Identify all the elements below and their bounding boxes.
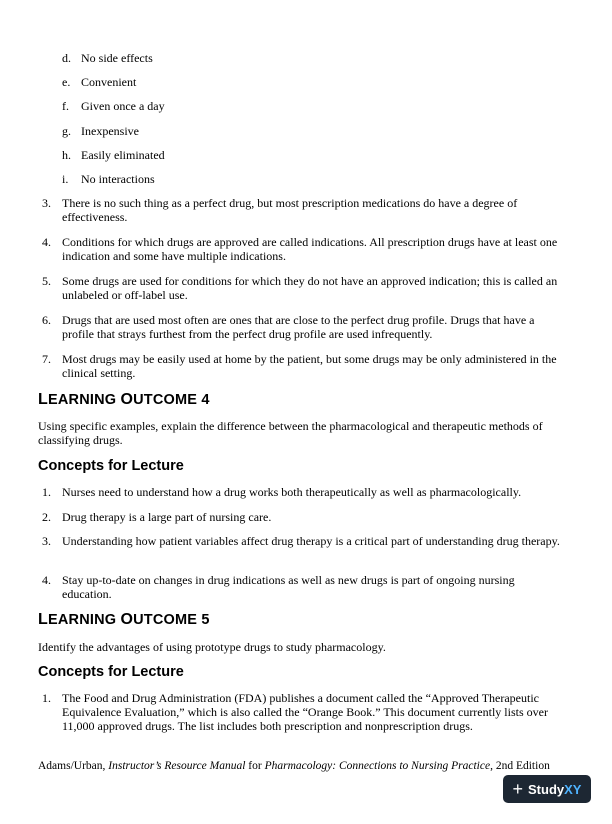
- list-item-text: Understanding how patient variables affect drug therapy is a critical part of understanding drug therapy.: [62, 534, 560, 548]
- list-item-text: Some drugs are used for conditions for which they do not have an approved indication; this is called an unlabeled or off-label use.: [62, 274, 558, 302]
- sub-item-letter: e.: [62, 75, 71, 89]
- sub-item-letter: g.: [62, 124, 71, 138]
- concepts-for-lecture-heading: Concepts for Lecture: [38, 664, 184, 680]
- badge-label-xy: XY: [564, 781, 582, 797]
- concepts-for-lecture-heading: Concepts for Lecture: [38, 458, 184, 474]
- list-item-text: Nurses need to understand how a drug works both therapeutically as well as pharmacologically.: [62, 485, 522, 499]
- learning-outcome-4-intro: Using specific examples, explain the difference between the pharmacological and therapeutic methods of classifying drugs.: [38, 419, 543, 447]
- list-number: 3.: [42, 534, 51, 548]
- sub-item-text: No side effects: [81, 51, 153, 65]
- list-number: 4.: [42, 573, 51, 587]
- badge-label-study: Study: [528, 781, 565, 797]
- list-item-text: Drugs that are used most often are ones that are close to the perfect drug profile. Drugs that have a profile that strays furthest from the perfect drug profile are used infrequently.: [62, 313, 535, 341]
- sub-item-text: Given once a day: [81, 99, 165, 113]
- list-number: 3.: [42, 196, 51, 210]
- list-number: 7.: [42, 352, 51, 366]
- list-number: 1.: [42, 485, 51, 499]
- learning-outcome-5-heading: LEARNING OUTCOME 5: [38, 611, 210, 628]
- learning-outcome-5-intro: Identify the advantages of using prototype drugs to study pharmacology.: [38, 640, 386, 654]
- list-item-text: There is no such thing as a perfect drug, but most prescription medications do have a degree of effectiveness.: [62, 196, 518, 224]
- plus-icon: +: [512, 779, 524, 799]
- sub-item-letter: i.: [62, 172, 69, 186]
- sub-item-letter: h.: [62, 148, 71, 162]
- list-number: 1.: [42, 691, 51, 705]
- sub-item-text: Inexpensive: [81, 124, 139, 138]
- sub-item-text: Easily eliminated: [81, 148, 165, 162]
- list-number: 5.: [42, 274, 51, 288]
- list-number: 6.: [42, 313, 51, 327]
- list-item-text: Drug therapy is a large part of nursing care.: [62, 510, 272, 524]
- list-number: 2.: [42, 510, 51, 524]
- page-footer: Adams/Urban, Instructor’s Resource Manual for Pharmacology: Connections to Nursing Practice, 2nd Edition: [38, 760, 550, 772]
- learning-outcome-4-heading: LEARNING OUTCOME 4: [38, 391, 210, 408]
- sub-item-text: Convenient: [81, 75, 137, 89]
- list-item-text: Stay up-to-date on changes in drug indications as well as new drugs is part of ongoing nursing education.: [62, 573, 515, 601]
- studyxy-logo-badge[interactable]: [503, 775, 591, 803]
- list-item-text: Most drugs may be easily used at home by the patient, but some drugs may be only administered in the clinical setting.: [62, 352, 557, 380]
- sub-item-letter: f.: [62, 99, 69, 113]
- sub-item-letter: d.: [62, 51, 71, 65]
- list-item-text: The Food and Drug Administration (FDA) publishes a document called the “Approved Therapeutic Equivalence Evaluation,” which is also called the “Orange Book.” This document currently lists over 11,000 approved drugs. The list includes both prescription and nonprescription drugs.: [62, 691, 548, 733]
- sub-item-text: No interactions: [81, 172, 155, 186]
- list-item-text: Conditions for which drugs are approved are called indications. All prescription drugs have at least one indication and some have multiple indications.: [62, 235, 558, 263]
- list-number: 4.: [42, 235, 51, 249]
